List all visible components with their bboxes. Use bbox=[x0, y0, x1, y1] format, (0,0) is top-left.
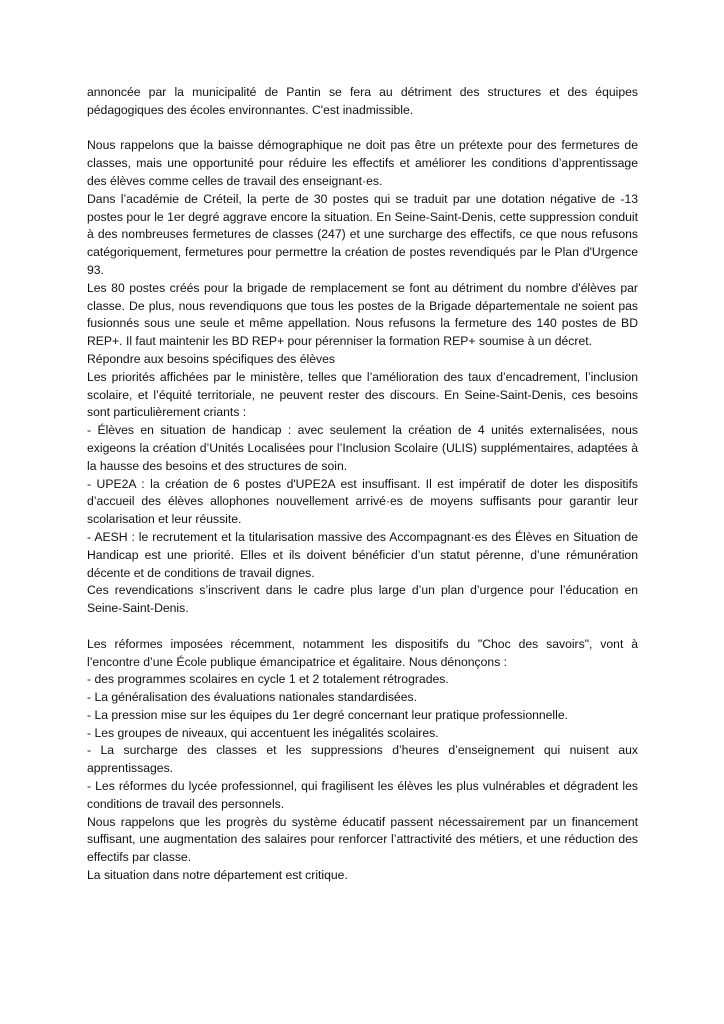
list-item-programmes: - des programmes scolaires en cycle 1 et 2 totalement rétrogrades. bbox=[87, 672, 449, 687]
list-item-lycee-pro: - Les réformes du lycée professionnel, qui fragilisent les élèves les plus vulnérables et dégradent les conditions de travail des personnels. bbox=[87, 779, 638, 811]
list-item-groupes-niveaux: - Les groupes de niveaux, qui accentuent les inégalités scolaires. bbox=[87, 725, 439, 740]
paragraph-academie-creteil: Dans l’académie de Créteil, la perte de 30 postes qui se traduit par une dotation négative de -13 postes pour le 1er degré aggrave encore la situation. En Seine-Saint-Denis, cette suppression conduit à des nombreuses fermetures de classes (247) et une surcharge des effectifs, ce que nous refusons catégoriquement, fermetures pour permettre la création de postes revendiqués par le Plan d'Urgence 93. bbox=[87, 191, 638, 277]
list-item-aesh: - AESH : le recrutement et la titularisation massive des Accompagnant·es des Élèves en Situation de Handicap est une priorité. Elles et ils doivent bénéficier d’un statut pérenne, d’une rémunération décente et de conditions de travail dignes. bbox=[87, 529, 638, 580]
list-item-handicap: - Élèves en situation de handicap : avec seulement la création de 4 unités externalisées, nous exigeons la création d’Unités Localisées pour l’Inclusion Scolaire (ULIS) supplémentaires, adaptées à la hausse des besoins et des structures de soin. bbox=[87, 423, 638, 473]
paragraph-brigade-remplacement: Les 80 postes créés pour la brigade de remplacement se font au détriment du nombre d'élèves par classe. De plus, nous revendiquons que tous les postes de la Brigade départementale ne soient pas fusionnés sous une seule et même appellation. Nous refusons la fermeture des 140 postes de BD REP+. Il faut maintenir les BD REP+ pour pérenniser la formation REP+ soumise à un décret. bbox=[87, 280, 638, 349]
paragraph-demographie: Nous rappelons que la baisse démographique ne doit pas être un prétexte pour des fermetures de classes, mais une opportunité pour réduire les effectifs et améliorer les conditions d’apprentissage des élèves comme celles de travail des enseignant·es. bbox=[87, 138, 638, 188]
list-item-upe2a: - UPE2A : la création de 6 postes d'UPE2A est insuffisant. Il est impératif de doter les dispositifs d’accueil des élèves allophones nouvellement arrivé·es de moyens suffisants pour garantir leur scolarisation et leur réussite. bbox=[87, 476, 638, 527]
section-heading-besoins: Répondre aux besoins spécifiques des élèves bbox=[87, 351, 335, 366]
paragraph-intro-pantin: annoncée par la municipalité de Pantin se fera au détriment des structures et des équipes pédagogiques des écoles environnantes. C'est inadmissible. bbox=[87, 85, 638, 117]
paragraph-reformes: Les réformes imposées récemment, notamment les dispositifs du "Choc des savoirs", vont à l’encontre d’une École publique émancipatrice et égalitaire. Nous dénonçons : bbox=[87, 636, 638, 669]
paragraph-spacer bbox=[87, 618, 638, 636]
list-item-pression: - La pression mise sur les équipes du 1er degré concernant leur pratique professionnelle. bbox=[87, 707, 569, 722]
list-item-evaluations: - La généralisation des évaluations nationales standardisées. bbox=[87, 690, 417, 705]
list-item-surcharge: - La surcharge des classes et les suppressions d’heures d’enseignement qui nuisent aux apprentissages. bbox=[87, 743, 638, 776]
paragraph-progres: Nous rappelons que les progrès du système éducatif passent nécessairement par un financement suffisant, une augmentation des salaires pour renforcer l’attractivité des métiers, et une réduction des effectifs par classe. bbox=[87, 814, 638, 865]
document-body bbox=[87, 84, 638, 885]
paragraph-conclusion: La situation dans notre département est critique. bbox=[87, 868, 348, 883]
paragraph-spacer bbox=[87, 120, 638, 138]
paragraph-revendications: Ces revendications s’inscrivent dans le cadre plus large d’un plan d’urgence pour l’éducation en Seine-Saint-Denis. bbox=[87, 583, 638, 616]
paragraph-priorites-ministere: Les priorités affichées par le ministère, telles que l’amélioration des taux d’encadrement, l’inclusion scolaire, et l’équité territoriale, ne peuvent rester des discours. En Seine-Saint-Denis, ces besoins sont particulièrement criants : bbox=[87, 369, 638, 420]
